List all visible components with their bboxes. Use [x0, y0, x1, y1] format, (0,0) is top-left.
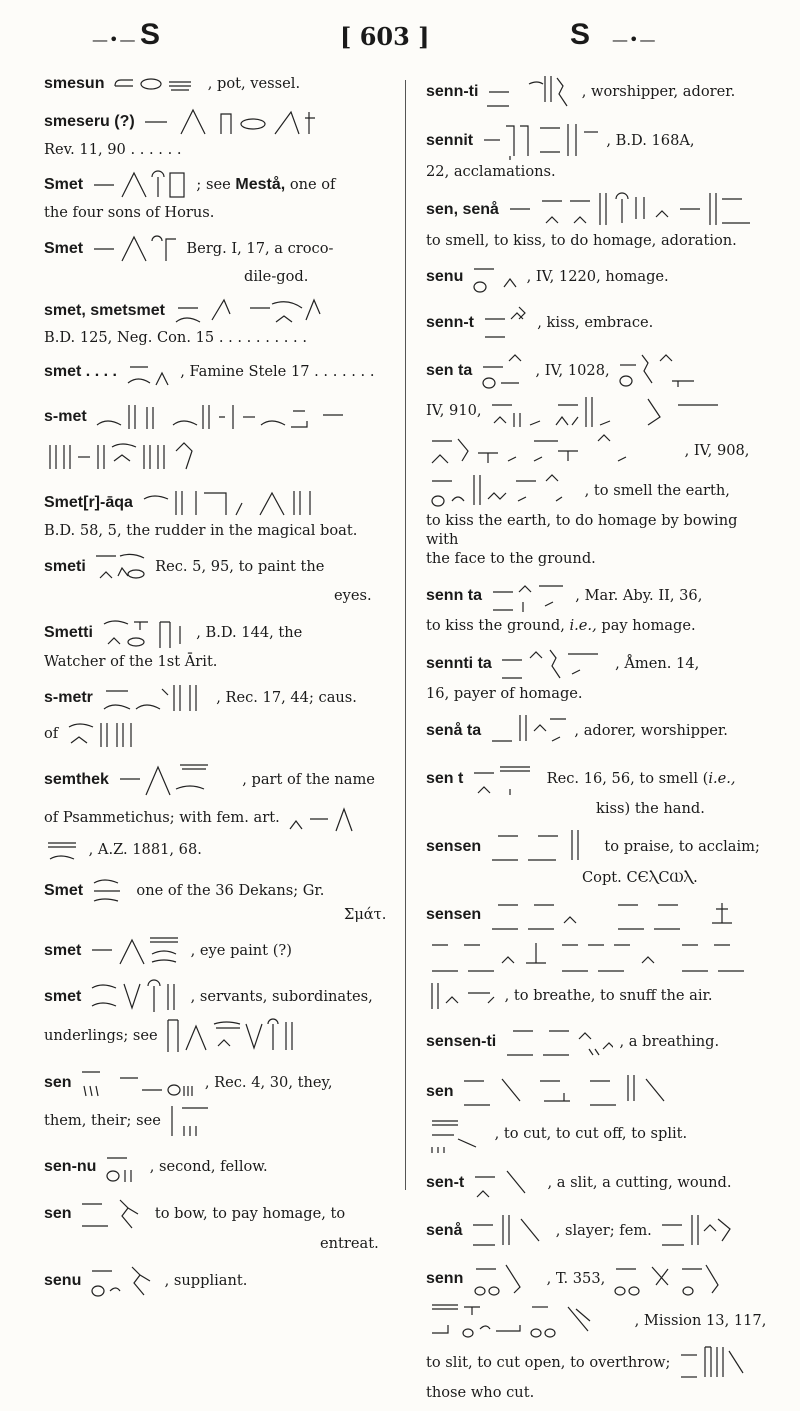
headword: smet — [44, 988, 82, 1005]
gloss-continued: the four sons of Horus. — [44, 204, 215, 222]
entry-smet-2 — [44, 231, 398, 286]
header-dash-left: —•— — [92, 30, 137, 49]
headword: senn-t — [426, 313, 474, 331]
headword: sen — [426, 1083, 454, 1101]
header-letter-right: S — [570, 18, 591, 51]
headword: sen — [44, 1205, 72, 1222]
gloss: , a slit, a cutting, wound. — [547, 1174, 732, 1192]
header-letter-left: S — [140, 18, 161, 51]
entry-senn-t — [426, 303, 772, 343]
hieroglyph-group — [460, 1071, 740, 1113]
gloss-continued: those who cut. — [426, 1384, 535, 1402]
gloss: , Rec. 4, 30, they, — [204, 1074, 333, 1091]
headword: sen ta — [426, 361, 473, 379]
headword: sen t — [426, 769, 464, 787]
hieroglyph-group — [428, 1113, 488, 1155]
page-number: [ 603 ] — [340, 22, 430, 51]
headword: senå — [426, 1222, 463, 1240]
gloss: Rec. 5, 95, to paint the — [155, 558, 325, 576]
gloss-continued: 16, payer of homage. — [426, 684, 583, 702]
entry-senn-ti — [426, 72, 772, 112]
gloss: , pot, vessel. — [207, 75, 301, 92]
gloss-continued: eyes. — [334, 587, 372, 605]
gloss: , Mar. Aby. II, 36, — [575, 587, 703, 605]
hieroglyph-group — [90, 167, 190, 203]
headword: senn ta — [426, 587, 483, 605]
headword: smet . . . . — [44, 363, 117, 380]
entry-smet-famine — [44, 355, 398, 389]
headword: sennit — [426, 132, 474, 149]
headword: Smet — [44, 176, 84, 194]
headword: senå ta — [426, 721, 482, 739]
hieroglyph-group — [428, 431, 678, 471]
gloss: , second, fellow. — [149, 1158, 268, 1175]
gloss-continued: dile-god. — [244, 267, 309, 285]
hieroglyph-group — [46, 437, 226, 477]
gloss-continued: to kiss the ground, — [426, 617, 565, 635]
entry-smetsmet — [44, 294, 398, 347]
greek-form: Σμάτ. — [344, 905, 387, 923]
entry-sen-sena — [426, 189, 772, 250]
gloss: , B.D. 144, the — [196, 623, 303, 641]
headword: sensen — [426, 906, 482, 924]
gloss-continued: 22, acclamations. — [426, 163, 556, 180]
headword: Smet[r]-āqa — [44, 494, 133, 511]
gloss: , worshipper, adorer. — [581, 83, 736, 100]
hieroglyph-group — [428, 979, 498, 1013]
entry-senn-slit — [426, 1259, 772, 1402]
hieroglyph-group — [488, 895, 768, 935]
page-header — [0, 18, 800, 58]
headword: smeti — [44, 558, 86, 576]
entry-s-met — [44, 397, 398, 477]
gloss: , to cut, to cut off, to split. — [494, 1125, 688, 1143]
hieroglyph-group — [503, 1021, 613, 1063]
entry-sen-nu — [44, 1148, 398, 1186]
headword: smet — [44, 942, 82, 959]
entry-smet-dekan — [44, 873, 398, 924]
gloss: , to smell the earth, — [584, 481, 730, 499]
headword: sensen — [426, 838, 482, 855]
hieroglyph-group — [470, 1259, 540, 1299]
hieroglyph-group — [428, 471, 578, 511]
entry-sen-they — [44, 1064, 398, 1140]
entry-sena-ta — [426, 711, 772, 751]
entry-smet-servants — [44, 978, 398, 1056]
hieroglyph-group — [470, 759, 540, 799]
reference: Rev. 11, 90 . . . . . . — [44, 141, 182, 158]
gloss: to praise, to acclaim; — [604, 838, 760, 855]
hieroglyph-group — [78, 1194, 148, 1234]
gloss: , adorer, worshipper. — [574, 721, 728, 739]
entry-smet-1 — [44, 167, 398, 222]
hieroglyph-group — [286, 801, 356, 835]
gloss: , IV, 1220, homage. — [526, 267, 669, 285]
gloss: , IV, 908, — [684, 441, 750, 459]
entry-sen-t-slit — [426, 1163, 772, 1203]
entry-smesun — [44, 72, 398, 96]
hieroglyph-group — [658, 1211, 738, 1251]
headword: s-met — [44, 408, 87, 425]
gloss: , Rec. 17, 44; caus. — [216, 688, 357, 706]
gloss: , suppliant. — [164, 1272, 248, 1290]
headword: senn — [426, 1270, 464, 1288]
hieroglyph-group — [428, 935, 758, 979]
gloss-continued: the face to the ground. — [426, 550, 596, 567]
entry-sensen-breathe — [426, 895, 772, 1013]
entry-sen-ta — [426, 351, 772, 569]
entry-smet-eye-paint — [44, 932, 398, 970]
hieroglyph-group — [172, 294, 322, 328]
gloss: one of the 36 Dekans; Gr. — [136, 881, 325, 899]
headword: sennti ta — [426, 654, 492, 672]
hieroglyph-group — [100, 614, 190, 652]
gloss: , IV, 1028, — [535, 361, 610, 379]
headword: semthek — [44, 770, 109, 788]
entry-sen-bow — [44, 1194, 398, 1253]
gloss: , T. 353, — [546, 1270, 606, 1288]
gloss-continued: underlings; see — [44, 1027, 158, 1044]
entry-senu-homage — [426, 259, 772, 295]
gloss: one of — [289, 176, 336, 194]
hieroglyph-group — [90, 231, 180, 267]
entry-sensen-ti — [426, 1021, 772, 1063]
entry-smeti — [44, 548, 398, 605]
reference: , A.Z. 1881, 68. — [88, 840, 202, 858]
entry-smeseru — [44, 104, 398, 159]
headword: Smet — [44, 239, 84, 257]
headword: sensen-ti — [426, 1033, 497, 1051]
gloss: , to breathe, to snuff the air. — [504, 987, 713, 1005]
reference: B.D. 58, 5, the rudder in the magical boat. — [44, 522, 358, 539]
hieroglyph-group — [469, 1211, 549, 1251]
hieroglyph-group — [506, 189, 756, 231]
gloss: Rec. 16, 56, to smell ( — [546, 769, 709, 787]
headword: senn-ti — [426, 83, 479, 100]
gloss: , eye paint (?) — [190, 942, 292, 959]
gloss: , kiss, embrace. — [537, 313, 654, 331]
entry-sennti-ta — [426, 644, 772, 703]
hieroglyph-group — [488, 391, 728, 431]
hieroglyph-group — [90, 873, 130, 909]
entry-senu-suppliant — [44, 1261, 398, 1301]
gloss: , slayer; fem. — [555, 1222, 652, 1240]
hieroglyph-group — [100, 679, 210, 717]
hieroglyph-group — [140, 485, 330, 521]
hieroglyph-group — [498, 644, 608, 684]
gloss-continued: to slit, to cut open, to overthrow; — [426, 1354, 671, 1372]
headword: senu — [44, 1272, 82, 1290]
hieroglyph-group — [88, 978, 184, 1016]
entry-s-metr — [44, 679, 398, 751]
gloss: to bow, to pay homage, to — [154, 1205, 346, 1222]
entry-sennit — [426, 120, 772, 181]
gloss-continued: of — [44, 724, 59, 742]
left-column — [44, 72, 398, 1309]
gloss-continued: Copt. — [582, 869, 622, 886]
hieroglyph-group — [46, 835, 82, 865]
hieroglyph-group — [489, 576, 569, 616]
gloss-continued: of Psammetichus; with fem. art. — [44, 808, 280, 826]
hieroglyph-group — [93, 397, 363, 437]
hieroglyph-group — [88, 1261, 158, 1301]
entry-sena-slayer — [426, 1211, 772, 1251]
entry-sen-t — [426, 759, 772, 818]
gloss-continued: to kiss the earth, to do homage by bowing with — [426, 511, 738, 548]
gloss: ; see — [196, 176, 231, 194]
headword: Smetti — [44, 623, 93, 641]
hieroglyph-group — [471, 1163, 541, 1203]
gloss: , B.D. 168A, — [606, 132, 695, 149]
hieroglyph-group — [479, 351, 529, 391]
right-column — [426, 72, 772, 1411]
gloss-continued: to smell, to kiss, to do homage, adoration. — [426, 232, 737, 250]
reference: B.D. 125, Neg. Con. 15 . . . . . . . . . . — [44, 328, 307, 346]
hieroglyph-group — [612, 1259, 722, 1299]
entry-sen-cut — [426, 1071, 772, 1155]
headword: senu — [426, 267, 464, 285]
hieroglyph-group — [428, 1299, 628, 1343]
column-divider — [405, 80, 406, 1190]
gloss-continued: kiss) the hand. — [596, 799, 705, 817]
coptic-form: ϹЄⲖϹⲰⲖ. — [626, 869, 698, 886]
hieroglyph-group — [470, 259, 520, 295]
gloss-continued: entreat. — [320, 1235, 379, 1252]
gloss: IV, 910, — [426, 401, 482, 419]
gloss: , servants, subordinates, — [190, 988, 373, 1005]
headword: sen-t — [426, 1174, 465, 1192]
gloss: Berg. I, 17, a croco- — [186, 239, 334, 257]
hieroglyph-group — [677, 1343, 747, 1383]
hieroglyph-group — [164, 1016, 314, 1056]
hieroglyph-group — [488, 826, 598, 868]
headword: smeseru (?) — [44, 113, 135, 130]
gloss-continued: them, their; see — [44, 1112, 161, 1129]
gloss-continued: Watcher of the 1st Ārit. — [44, 652, 218, 670]
headword: s-metr — [44, 688, 93, 706]
headword: sen — [44, 1074, 72, 1091]
hieroglyph-group — [480, 120, 600, 162]
gloss: , part of the name — [242, 770, 375, 788]
hieroglyph-group — [141, 104, 321, 140]
entry-senn-ta — [426, 576, 772, 635]
gloss: , Åmen. 14, — [615, 654, 700, 672]
hieroglyph-group — [111, 72, 201, 96]
hieroglyph-group — [481, 303, 531, 343]
gloss: , a breathing. — [619, 1033, 720, 1051]
gloss: , Mission 13, 117, — [634, 1312, 767, 1330]
gloss-italic: i.e., — [569, 617, 597, 635]
hieroglyph-group — [485, 72, 575, 112]
hieroglyph-group — [88, 932, 184, 970]
headword: sen, senå — [426, 201, 499, 219]
hieroglyph-group — [168, 1102, 218, 1140]
headword: sen-nu — [44, 1158, 97, 1175]
hieroglyph-group — [103, 1148, 143, 1186]
hieroglyph-group — [124, 355, 174, 389]
header-dash-right: —•— — [612, 30, 657, 49]
hieroglyph-group — [488, 711, 568, 751]
cross-reference: Mestå, — [235, 176, 286, 194]
entry-sensen-praise — [426, 826, 772, 887]
gloss-italic: i.e., — [708, 769, 736, 787]
entry-smetti — [44, 614, 398, 671]
hieroglyph-group — [116, 759, 236, 801]
gloss-continued: pay homage. — [601, 617, 696, 635]
entry-smetraqa — [44, 485, 398, 540]
hieroglyph-group — [92, 548, 148, 586]
hieroglyph-group — [78, 1064, 198, 1102]
gloss: , Famine Stele 17 . . . . . . . — [180, 363, 375, 380]
headword: Smet — [44, 881, 84, 899]
headword: smesun — [44, 75, 105, 92]
hieroglyph-group — [616, 351, 696, 391]
entry-semthek — [44, 759, 398, 865]
headword: smet, smetsmet — [44, 301, 165, 319]
hieroglyph-group — [65, 717, 155, 751]
